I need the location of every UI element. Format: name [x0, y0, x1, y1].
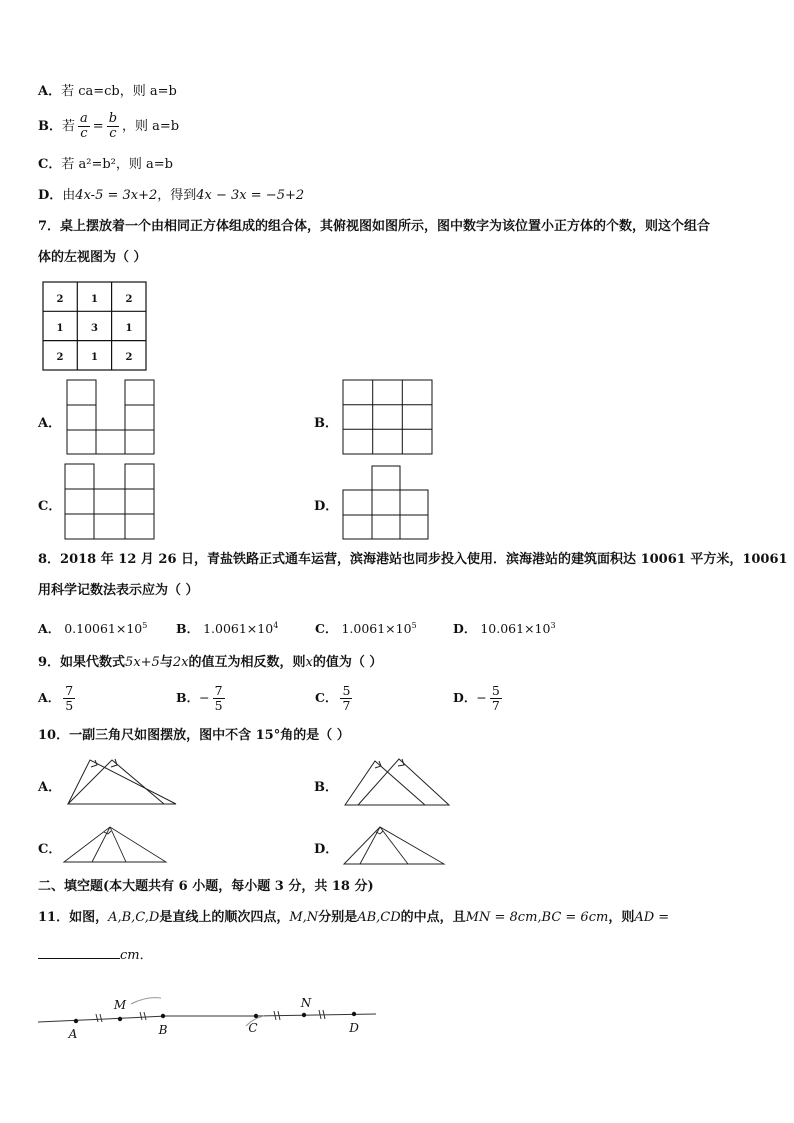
grid-cell-r2c1: 1: [56, 323, 64, 334]
q11-stem: [38, 909, 669, 927]
q11-ask: AD =: [634, 910, 670, 925]
q8-option-c-exponent: 5: [411, 620, 417, 630]
q6-option-d-expr2: 4x − 3x = −5+2: [196, 188, 305, 203]
point-n: [302, 1013, 306, 1017]
grid-cell-r3c3: 2: [125, 352, 133, 363]
point-a: [74, 1019, 78, 1023]
q11-condition: MN = 8cm,BC = 6cm: [465, 910, 609, 925]
frac1-den: c: [80, 126, 88, 141]
q9-option-b-label: B．: [176, 690, 200, 705]
frac2-den: c: [109, 126, 117, 141]
q11-line-figure: [36, 992, 382, 1044]
grid-cell-r3c1: 2: [56, 352, 64, 363]
q7-option-b-label: B．: [314, 416, 338, 431]
q6-option-b-frac1: [78, 112, 90, 141]
point-c: [254, 1014, 258, 1018]
frac2-num: b: [108, 111, 118, 126]
q10-option-a-figure: [64, 756, 179, 808]
frac1-num: a: [80, 111, 88, 126]
q6-option-b-frac2: [107, 112, 119, 141]
point-m: [118, 1017, 122, 1021]
grid-cell-r3c2: 1: [91, 352, 98, 363]
q6-option-c-text: 若 a²=b²，则 a=b: [61, 157, 173, 172]
q9-option-c-label: C．: [315, 690, 338, 705]
q7-option-b-figure: [342, 379, 434, 456]
point-d: [352, 1012, 356, 1016]
label-b: B: [158, 1023, 168, 1037]
q9-var: x: [305, 655, 313, 670]
q9-expr2: 2x: [172, 655, 189, 670]
q11-mid2: 分别是: [318, 910, 358, 925]
q6-option-d: [38, 187, 304, 205]
q7-top-view-grid: [42, 281, 148, 372]
grid-cell-r1c2: 1: [91, 294, 98, 305]
q6-option-c: [38, 156, 173, 174]
q10-option-b-label: B．: [314, 780, 338, 795]
q9-option-b-den: 5: [214, 698, 223, 713]
section2-title: 二、填空题(本大题共有 6 小题，每小题 3 分，共 18 分): [38, 879, 374, 894]
q8-stem-line1: 8．2018 年 12 月 26 日，青盐铁路正式通车运营，滨海港站也同步投入使用．滨海港站的建筑面积达 10061 平方米，10061: [38, 552, 788, 567]
q8-option-d-exponent: 3: [550, 620, 556, 630]
q9-expr1: 5x+5: [125, 655, 160, 670]
q7-stem-line2: 体的左视图为（ ）: [38, 250, 147, 265]
grid-cell-r1c3: 2: [125, 294, 133, 305]
q11-points: A,B,C,D: [108, 910, 160, 925]
q9-option-c: [315, 684, 355, 713]
q10-option-d-label: D．: [314, 842, 339, 857]
q9-option-a-label: A．: [38, 690, 61, 705]
q9-option-c-den: 7: [342, 698, 351, 713]
q9-option-a-num: 7: [65, 683, 74, 698]
label-m: M: [113, 998, 127, 1012]
q9-option-d-num: 5: [491, 683, 500, 698]
q9-option-d: [453, 684, 505, 713]
q9-option-a: [38, 684, 78, 713]
q9-option-d-label: D．: [453, 690, 477, 705]
q9-end: 的值为（ ）: [312, 655, 383, 670]
label-d: D: [349, 1021, 359, 1035]
q8-option-b: [176, 619, 278, 637]
q6-option-d-pre: 由: [62, 188, 76, 203]
q11-mid3: 的中点，且: [400, 910, 466, 925]
label-n: N: [300, 996, 312, 1010]
q6-option-b-post: ，则 a=b: [122, 119, 180, 134]
q9-option-b-sign: −: [199, 690, 210, 705]
q9-option-a-den: 5: [65, 698, 74, 713]
q9-mid: 与: [159, 655, 173, 670]
q6-option-a-text: 若 ca=cb，则 a=b: [61, 84, 177, 99]
q8-option-c: [315, 619, 417, 637]
grid-cell-r1c1: 2: [56, 294, 64, 305]
q6-option-b-label: B．: [38, 119, 62, 134]
q7-option-c-figure: [64, 463, 156, 541]
grid-cell-r2c3: 1: [125, 323, 133, 334]
q11-mn: M,N: [289, 910, 319, 925]
q8-option-c-mantissa: 1.0061×10: [341, 621, 412, 636]
q10-stem: 10．一副三角尺如图摆放，图中不含 15°角的是（ ）: [38, 728, 350, 743]
q6-option-b-pre: 若: [62, 119, 76, 134]
q9-stem: [38, 654, 382, 672]
q11-segs: AB,CD: [357, 910, 401, 925]
q11-mid4: ，则: [608, 910, 635, 925]
q6-option-c-label: C．: [38, 157, 62, 172]
q9-option-c-num: 5: [342, 683, 351, 698]
q6-option-d-expr1: 4x-5 = 3x+2: [75, 188, 158, 203]
q8-option-a-exponent: 5: [142, 620, 148, 630]
q6-option-a: [38, 83, 177, 101]
q11-answer-blank[interactable]: [38, 946, 120, 959]
q10-option-d-figure: [342, 824, 446, 866]
q6-option-b-eq: =: [92, 119, 104, 134]
q8-option-d-label: D．: [453, 621, 477, 636]
q7-option-a-label: A．: [38, 416, 62, 431]
q6-option-b: [38, 112, 179, 142]
q9-option-b: [176, 684, 228, 713]
q8-stem-line2: 用科学记数法表示应为（ ）: [38, 583, 199, 598]
q7-option-d-figure: [342, 465, 430, 541]
q8-option-a-mantissa: 0.10061×10: [64, 621, 143, 636]
q8-option-a-label: A．: [38, 621, 61, 636]
q6-option-d-label: D．: [38, 188, 63, 203]
q10-option-c-label: C．: [38, 842, 62, 857]
q11-mid1: 是直线上的顺次四点，: [159, 910, 290, 925]
q7-option-d-label: D．: [314, 499, 339, 514]
q9-option-d-den: 7: [491, 698, 500, 713]
q11-dot: ．: [139, 948, 153, 963]
label-a: A: [68, 1027, 78, 1041]
q9-post: 的值互为相反数，则: [188, 655, 306, 670]
q9-option-d-sign: −: [476, 690, 487, 705]
q8-option-d-mantissa: 10.061×10: [480, 621, 551, 636]
q11-answer-line: [38, 946, 153, 965]
point-b: [161, 1014, 165, 1018]
q7-stem-line1: 7．桌上摆放着一个由相同正方体组成的组合体，其俯视图如图所示，图中数字为该位置小正方体的个数，则这个组合: [38, 219, 711, 234]
q7-option-c-label: C．: [38, 499, 62, 514]
label-c: C: [248, 1021, 258, 1035]
q10-option-c-figure: [62, 824, 168, 864]
q8-option-b-exponent: 4: [273, 620, 279, 630]
q8-option-b-label: B．: [176, 621, 200, 636]
q8-option-a: [38, 619, 147, 637]
q9-pre: 9．如果代数式: [38, 655, 126, 670]
q10-option-b-figure: [342, 756, 452, 808]
q6-option-a-label: A．: [38, 84, 62, 99]
q8-option-c-label: C．: [315, 621, 338, 636]
q6-option-d-mid: ，得到: [157, 188, 197, 203]
q9-option-b-num: 7: [214, 683, 223, 698]
q7-option-a-figure: [66, 379, 157, 456]
q8-option-d: [453, 619, 556, 637]
q10-option-a-label: A．: [38, 780, 62, 795]
q11-pre: 11．如图，: [38, 910, 109, 925]
q11-unit: cm: [120, 948, 140, 963]
grid-cell-r2c2: 3: [91, 323, 98, 334]
q8-option-b-mantissa: 1.0061×10: [203, 621, 274, 636]
